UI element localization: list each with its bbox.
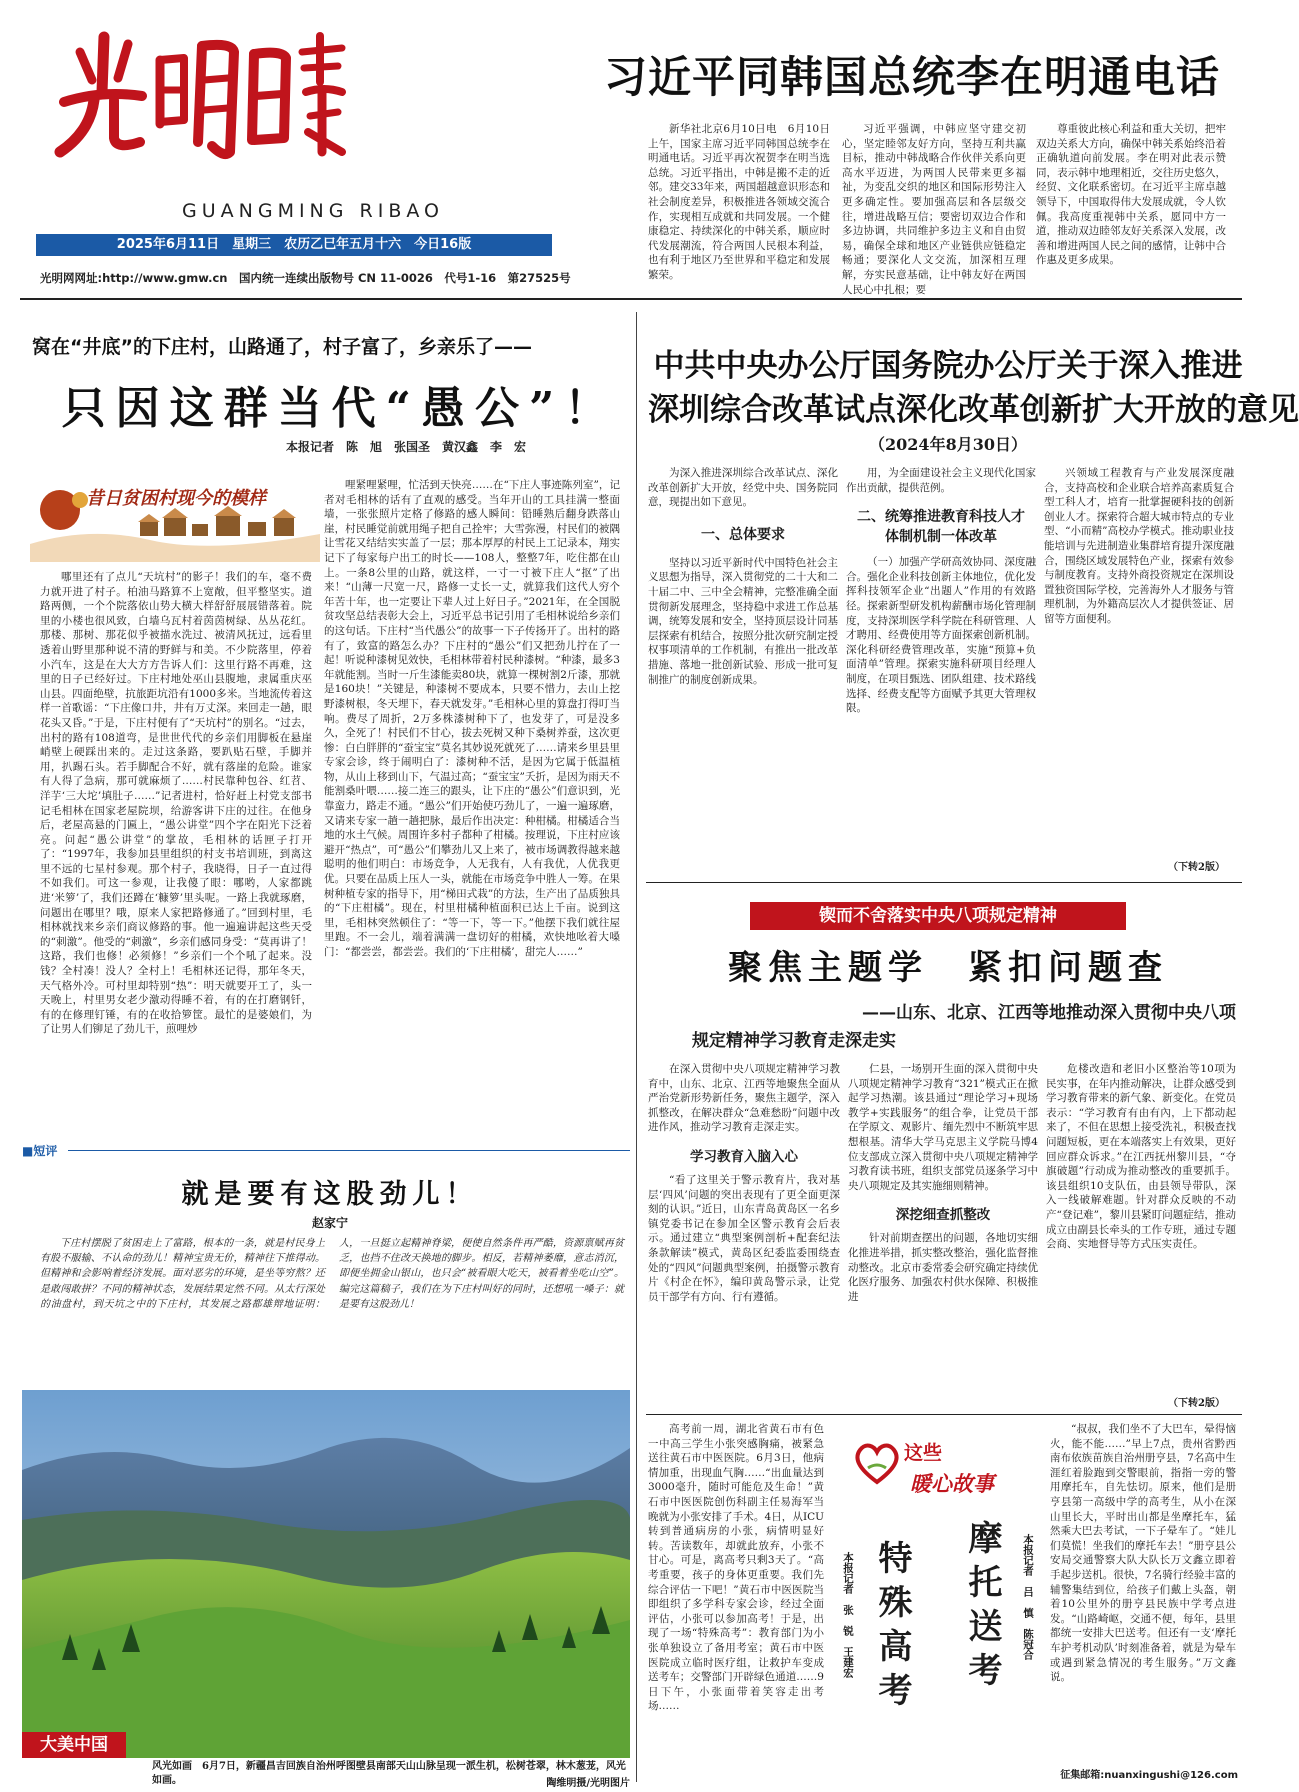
discipline-subhead-1: ——山东、北京、江西等地推动深入贯彻中央八项 xyxy=(862,1003,1236,1023)
lead-col-3 xyxy=(1036,122,1226,280)
policy-date: （2024年8月30日） xyxy=(869,435,1027,454)
warm-title-a: 特殊高考 xyxy=(872,1540,912,1716)
date-bar xyxy=(36,234,552,256)
feature-col-1-text: 哪里还有了点儿“天坑村”的影子！我们的车，毫不费力就开进了村子。柏油马路算不上宽敞，但平整坚实。道路两侧，一个个院落依山势大横大样舒舒展展错落着。院里的小楼也很风致，白墙乌瓦村着茵茵树绿、丛丛花红。那楼、那树、那花似乎被描水洗过、被清风抚过，远看里透着山野里那种说不清的野鲜与和美。不少院落里，停着小汽车，这是在大大方方告诉人们：这里行路不再难，这里的日子已经好过。下庄村地处巫山县腹地，隶属重庆巫山县。四面绝壁，抗旅距坑沿有1000多米。当地流传着这样一首歌谣：“下庄像口井，井有万丈深。来回走一趟，眼花头又昏。”于是，下庄村便有了“天坑村”的别名。“过去，出村的路有108道弯，是世世代代的乡亲们用脚板在悬崖峭壁上硬踩出来的。走过这条路，要趴贴石壁，手脚并用，扒踢石头。若手脚配合不好，就有落崖的危险。谁家有人得了急病，那可就麻烦了……村民靠种包谷、红苕、洋芋‘三大坨’填肚子……”记者进村，恰好赶上村党支部书记毛相林在国家老屋院坝，给游客讲下庄的过往。在他身后，老屋高悬的门匾上，“愚公讲堂”四个字在阳光下泛着亮。问起“愚公讲堂”的掌故，毛相林的话匣子打开了：“1997年，我参加县里组织的村支书培训班，到离这里不远的七星村参观。那个村子，我晓得，日子一直过得不如我们。可这一参观，让我傻了眼：哪哟，人家都跳进‘米箩’了，我们还蹲在‘糠箩’里头呢。一路上我就琢磨，问题出在哪里？哦，原来人家把路修通了。”回到村里，毛相林就找来乡亲们商议修路的事。他一遍遍讲起这些天受的“刺激”。他受的“刺激”，乡亲们感同身受：“莫再讲了！这路，我们也修！必须修！”乡亲们一个个吼了起来。没钱？全村凑！没人？全村上！毛相林还记得，那年冬天，天气格外冷。可村里却特别“热”：明天就要开工了，头一天晚上，村里男女老少激动得睡不着，有的在打磨钢钎，有的在修理钉锤，有的在收拾箩筐。最忙的是婆娘们，为了让男人们铆足了劲儿干，煎哩炒 xyxy=(40,571,312,1036)
feature-col-1 xyxy=(40,570,312,1136)
policy-intro: 为深入推进深圳综合改革试点、深化改革创新扩大开放，经党中央、国务院同意，现提出如下意见。 xyxy=(648,467,838,509)
warm-col-left-text: 高考前一周，湖北省黄石市有色一中高三学生小张突感胸痛，被紧急送往黄石市中医医院。6月3日，他病情加重，出现血气胸……“出血量达到3000毫升，随时可能危及生命！”黄石市中医医院创伤科副主任易海军当晚就为小张安排了手术。4日，从ICU转到普通病房的小张，病情明显好转。苦读数年，却就此放弃，小张不甘心。可是，离高考只剩3天了。“高考重要，孩子的身体更重要。我们先综合评估一下吧！”黄石市中医医院当即组织了多学科专家会诊，经过全面评估，小张可以参加高考！于是，出现了一场“特殊高考”：教育部门为小张单独设立了备用考室；黄石市中医医院成立临时医疗组，让救护车变成送考车；交警部门开辟绿色通道……9日下午，小张面带着笑容走出考场…… xyxy=(648,1423,824,1713)
warm-col-right xyxy=(1050,1422,1236,1762)
discipline-col-1 xyxy=(648,1062,840,1408)
tianshan-mountain-photo xyxy=(22,1390,630,1758)
commentary-byline: 赵家宁 xyxy=(311,1216,348,1230)
policy-col-3 xyxy=(1044,466,1234,858)
warm-email: 征集邮箱:nuanxingushi@126.com xyxy=(1060,1770,1238,1781)
discipline-headline: 聚焦主题学 紧扣问题查 xyxy=(728,948,1168,988)
website-line: 光明网网址:http://www.gmw.cn 国内统一连续出版物号 CN 11-0026 代号1-16 第27525号 xyxy=(40,271,571,285)
masthead-romanization: GUANGMING RIBAO xyxy=(182,200,444,222)
masthead-bottom-rule xyxy=(20,298,1242,300)
commentary-top-rule xyxy=(68,1150,630,1151)
discipline-col-3-text: 危楼改造和老旧小区整治等10项为民实事，在年内推动解决，让群众感受到学习教育带来的新气象、新变化。在党员表示：“学习教育有由有內，上下都动起来了，不但在思想上接受洗礼，积极查找问题短板，更在本端落实上有效果，更好回应群众诉求。”在江西抚州黎川县，“夺旗破题”行动成为推动整改的重要抓手。该县组织10支队伍，由县领导带队，深入一线破解难题。针对群众反映的不动产“登记难”，黎川县紧盯问题症结，推动成立由副县长牵头的工作专班，通过专题会商、实地督导等方式压实责任。 xyxy=(1046,1063,1236,1251)
discipline-continued: （下转2版） xyxy=(1168,1398,1225,1409)
lead-col-1 xyxy=(648,122,830,280)
discipline-subhead-study: 学习教育入脑入心 xyxy=(690,1148,798,1165)
warm-col-left xyxy=(648,1422,824,1780)
guangming-daily-calligraphy-logo xyxy=(42,12,352,162)
warm-col-right-text: “叔叔，我们坐不了大巴车，晕得恼火，能不能……”早上7点，贵州省黔西南布依族苗族自治州册亨县，7名高中生涯红着脸跑到交警眼前，指指一旁的警用摩托车，自先怯切。原来，他们是册亨县第一高级中学的高考生，从小在深山里长大，平时出山都是坐摩托车，猛然乘大巴去考试，一下子晕车了。“娃儿们莫慌！坐我们的摩托车去！”册亨县公安局交通警察大队大队长万文鑫立即着手起步送机。很快，7名骑行经验丰富的辅警集结到位，给孩子们戴上头盔，朝着10公里外的册亨县民族中学考点进发。“山路崎岖，交通不便，每年，县里都统一安排大巴送考。但还有一支‘摩托车护考机动队’时刻准备着，就是为晕车或遇到紧急情况的考生服务。”万文鑫说。 xyxy=(1050,1423,1236,1684)
policy-section-1-title: 一、总体要求 xyxy=(701,526,785,543)
policy-col-2-top: 用，为全面建设社会主义现代化国家作出贡献，提供范例。 xyxy=(846,467,1036,494)
discipline-col-1b-text: “看了这里关于警示教育片，我对基层‘四风’问题的突出表现有了更全面更深刻的认识。”近日，山东青岛黄岛区一名乡镇党委书记在参加全区警示教育会后表示。通过建立“典型案例剖析+配套纪法条款解读”模式，黄岛区纪委监委围绕查处的“四风”问题典型案例，拍摄警示教育片《村企在怀》，编印黄岛警示录，让党员干部学有方向、行有遵循。 xyxy=(648,1173,840,1303)
lead-col-1-text: 新华社北京6月10日电 6月10日上午，国家主席习近平同韩国总统李在明通电话。习近平再次祝贺李在明当选总统。习近平指出，中韩是搬不走的近邻。建交33年来，两国超越意识形态和社会制度差异，积极推进各领域交流合作，实现相互成就和共同发展。一个健康稳定、持续深化的中韩关系，顺应时代发展潮流，符合两国人民根本利益，也有利于地区乃至世界和平稳定和发展繁荣。 xyxy=(648,123,830,281)
commentary-headline: 就是要有这股劲儿！ xyxy=(181,1179,479,1210)
policy-col-1-body: 坚持以习近平新时代中国特色社会主义思想为指导，深入贯彻党的二十大和二十届二中、三中全会精神，完整准确全面贯彻新发展理念，坚持稳中求进工作总基调，统筹发展和安全，坚持顶层设计同基层探索有机结合，按照分批次研究制定授权事项清单的工作机制，有推出一批改革措施、落地一批创新试验、形成一批可复制推广的制度创新成果。 xyxy=(648,556,838,686)
feature-banner xyxy=(30,474,320,562)
policy-col-3-body: 兴领域工程教育与产业发展深度融合，支持高校和企业联合培养高素质复合型工科人才，培育一批掌握硬科技的创新创业人才。探索符合超大城市特点的专业型、“小而精”高校办学模式。推动职业技能培训与先进制造业集群培育提升深度融合，围绕区域发展特色产业，探索有效参与制度教育。支持外商投资规定在深圳设置独资国际学校，完善海外人才服务与管理机制，为外籍高层次人才提供签证、居留等方面便利。 xyxy=(1044,467,1234,625)
discipline-col-2 xyxy=(848,1062,1038,1408)
date-line: 2025年6月11日 星期三 农历乙巳年五月十六 今日16版 xyxy=(116,237,472,252)
discipline-col-3 xyxy=(1046,1062,1236,1392)
commentary-text: 下庄村摆脱了贫困走上了富路，根本的一条，就是村民身上有股不服输、不认命的劲儿！精神宝贵无价，精神往下推得动。但精神和会影响着经济发展。面对恶劣的环境，是坐等穷熬？还是敢闯敢拼？不同的精神状态，发展结果定然不同。从太行深处的油盘村，到天坑之中的下庄村，其发展之路都雄辩地证明：人，一旦挺立起精神脊梁，便使自然条件再严酷，资源禀赋再贫乏，也挡不住改天换地的脚步。相反，若精神萎靡，意志消沉，即便坐拥金山银山，也只会“被看眼大吃天，被看着坐吃山空”。编完这篇稿子，我们在为下庄村叫好的同时，还想吼一嗓子：就是要有这股劲儿！ xyxy=(40,1238,624,1310)
warm-byline-a: 本报记者 张 锐 王建宏 xyxy=(842,1552,854,1678)
warm-logo-text-1: 这些 xyxy=(904,1442,943,1464)
policy-section-2-title: 二、统筹推进教育科技人才体制机制一体改革 xyxy=(857,509,1025,546)
feature-kicker: 窝在“井底”的下庄村，山路通了，村子富了，乡亲乐了—— xyxy=(32,336,532,358)
discipline-banner xyxy=(750,902,1126,930)
photo-caption: 风光如画 6月7日，新疆昌吉回族自治州呼图壁县南部天山山脉呈现一派生机，松树苍翠，林木葱茏，风光如画。 xyxy=(152,1761,626,1786)
policy-bottom-rule xyxy=(646,882,1242,883)
feature-banner-label: 昔日贫困村现今的模样 xyxy=(86,488,266,509)
discipline-bottom-rule xyxy=(646,1414,1242,1415)
lead-headline: 习近平同韩国总统李在明通电话 xyxy=(604,53,1220,103)
discipline-col-2-text: 仁县，一场别开生面的深入贯彻中央八项规定精神学习教育“321”模式正在掀起学习热潮。该县通过“理论学习+现场教学+实践服务”的组合拳，让党员干部在学原文、观影片、缅先烈中不断筑牢思想根基。清华大学马克思主义学院马博4位支部成立深入贯彻中央八项规定精神学习教育读书班，组织支部党员逐条学习中央八项规定及其实施细则精神。 xyxy=(848,1063,1038,1192)
warm-title-b: 摩托送考 xyxy=(962,1520,1002,1696)
warm-byline-b: 本报记者 吕 慎 陈冠合 xyxy=(1022,1534,1034,1660)
policy-continued: （下转2版） xyxy=(1168,862,1225,873)
discipline-col-2b-text: 针对前期查摆出的问题，各地切实细化推进举措，抓实整改整治，强化监督推动整改。北京市委常委会研究确定持续优化医疗服务、加强农村供水保障、积极推进 xyxy=(848,1232,1038,1303)
discipline-subhead-rectify: 深挖细查抓整改 xyxy=(895,1207,991,1224)
discipline-subhead-2: 规定精神学习教育走深走实 xyxy=(692,1031,896,1051)
policy-headline-line-1: 中共中央办公厅国务院办公厅关于深入推进 xyxy=(653,348,1243,384)
photo-credit: 陶维明摄/光明图片 xyxy=(546,1778,630,1789)
heart-logo-icon xyxy=(852,1438,902,1488)
feature-headline: 只因这群当代“愚公”！ xyxy=(61,383,619,434)
discipline-banner-text: 锲而不舍落实中央八项规定精神 xyxy=(819,906,1057,926)
masthead-logo xyxy=(42,12,352,162)
policy-col-2 xyxy=(846,466,1036,872)
commentary-section-label: ■短评 xyxy=(22,1144,58,1158)
policy-col-1 xyxy=(648,466,838,872)
lead-col-2-text: 习近平强调，中韩应坚守建交初心，坚定睦邻友好方向，坚持互利共赢目标，推动中韩战略合作伙伴关系向更高水平迈进，为两国人民带来更多福祉，为变乱交织的地区和国际形势注入更多确定性。要加强高层和各层级交往，增进战略互信；要密切双边合作和多边协调，共同维护多边主义和自由贸易，确保全球和地区产业链供应链稳定畅通；要深化人文交流，加深相互理解，夯实民意基础，让中韩友好在两国人民心中扎根；要 xyxy=(842,123,1026,296)
feature-byline: 本报记者 陈 旭 张国圣 黄汉鑫 李 宏 xyxy=(285,440,526,454)
warm-logo-text-2: 暖心故事 xyxy=(910,1471,994,1496)
lead-col-2 xyxy=(842,122,1026,296)
lead-col-3-text: 尊重彼此核心利益和重大关切，把牢双边关系大方向，确保中韩关系始终沿着正确轨道向前发展。李在明对此表示赞同，表示韩中地理相近，交往历史悠久，经贸、文化联系密切。在习近平主席卓越领导下，中国取得伟大发展成就，令人钦佩。我高度重视韩中关系，愿同中方一道，推动双边睦邻友好关系深入发展，改善和增进两国人民之间的感情，让韩中合作惠及更多成果。 xyxy=(1036,123,1226,267)
feature-col-2 xyxy=(324,478,620,1136)
column-divider xyxy=(636,312,637,1782)
photo-section-label: 大美中国 xyxy=(22,1732,126,1758)
feature-col-2-text: 哩紧哩紧哩，忙活到天快亮……在“下庄人事迹陈列室”，记者对毛相林的话有了直观的感受。当年开山的工具挂满一整面墙，一张张照片定格了修路的感人瞬间：铅睡熟后翻身跌落山崖，村民睡觉前就用绳子把自己拴牢；大雪弥漫，村民们的被隅让雪花又结结实实盖了一层；那本厚厚的村民上工记录本，翔实记下了每家每户出工的时长——108人，整整7年，吃住都在山上。一条8公里的山路，就这样，一寸一寸被下庄人“抠”了出来！“山薄一尺宽一尺，路修一丈长一丈，就算我们这代人穷个年苦十年，也一定要让下辈人过上好日子。”2021年，在全国脱贫攻坚总结表彰大会上，习近平总书记引用了毛相林说给乡亲们的这句话。下庄村“当代愚公”的故事一下子传扬开了。出村的路有了，致富的路怎么办？下庄村的“愚公”们又把劲儿拧在了一起！听说种漆树见效快，毛相林带着村民种漆树。“种漆，最多3年就能割。当时一斤生漆能卖80块，就算一棵树割2斤漆，那就是160块！”关键是，种漆树不要成本，只要不惜力，去山上挖野漆树根，冬天埋下，春天就发芽。”毛相林心里的算盘打得叮当响。费尽了周折，2万多株漆树种下了，也发芽了，可是没多久，全死了！村民们不甘心，拔去死树又种下桑树养蚕，这次更惨：白白胖胖的“蚕宝宝”莫名其妙说死就死了……请来乡里县里专家会诊，终于闹明白了：漆树种不活，是因为它属于低温植物，从山上移到山下，气温过高；“蚕宝宝”夭折，是因为雨天不能割桑叶喂……接二连三的跟头，让下庄的“愚公”们意识到，光靠蛮力，路走不通。“愚公”们开始使巧劲儿了，一遍一遍琢磨，又请来专家一趟一趟把脉，最后作出决定：种柑橘。柑橘适合当地的水土气候。周围许多村子都种了柑橘。按理说，下庄村应该避开“热点”，可“愚公”们攀劲儿又上来了，被市场调教得越来越聪明的他们明白：市场竞争，人无我有，人有我优，人优我更优。只要在品质上压人一头，就能在市场竞争中胜人一筹。在果树种植专家的指导下，用“梯田式栽”的方法，生产出了品质独具的“下庄柑橘”。现在，村里柑橘种植面积已达上千亩。说到这里，毛相林突然顿住了：“等一下，等一下。”他摆下我们就往屋里跑。不一会儿，端着满满一盘切好的柑橘，欢快地吆着大嗓门：“都尝尝，都尝尝。我们的‘下庄柑橘’，甜完人……” xyxy=(324,479,620,958)
policy-col-2-body: （一）加强产学研高效协同、深度融合。强化企业科技创新主体地位，优化发挥科技领军企业“出题人”作用的有效路径。探索新型研发机构薪酬市场化管理制度，支持深圳医学科学院在科研管理、人才聘用、经费使用等方面探索创新机制。深化科研经费管理改革，实施“预算+负面清单”管理。探索实施科研项目经理人制度，在项目甄选、团队组建、技术路线选择、经费支配等方面赋予其更大管理权限。 xyxy=(846,556,1036,715)
policy-headline-line-2: 深圳综合改革试点深化改革创新扩大开放的意见 xyxy=(648,392,1299,428)
discipline-col-1-text: 在深入贯彻中央八项规定精神学习教育中，山东、北京、江西等地聚焦全面从严治党新形势新任务，聚焦主题学，深入抓整改，在解决群众“急难愁盼”问题中改进作风，推动学习教育走深走实。 xyxy=(648,1063,840,1134)
commentary-text-box xyxy=(40,1236,624,1376)
landscape-photo xyxy=(22,1390,630,1758)
warm-logo xyxy=(848,1432,1048,1506)
